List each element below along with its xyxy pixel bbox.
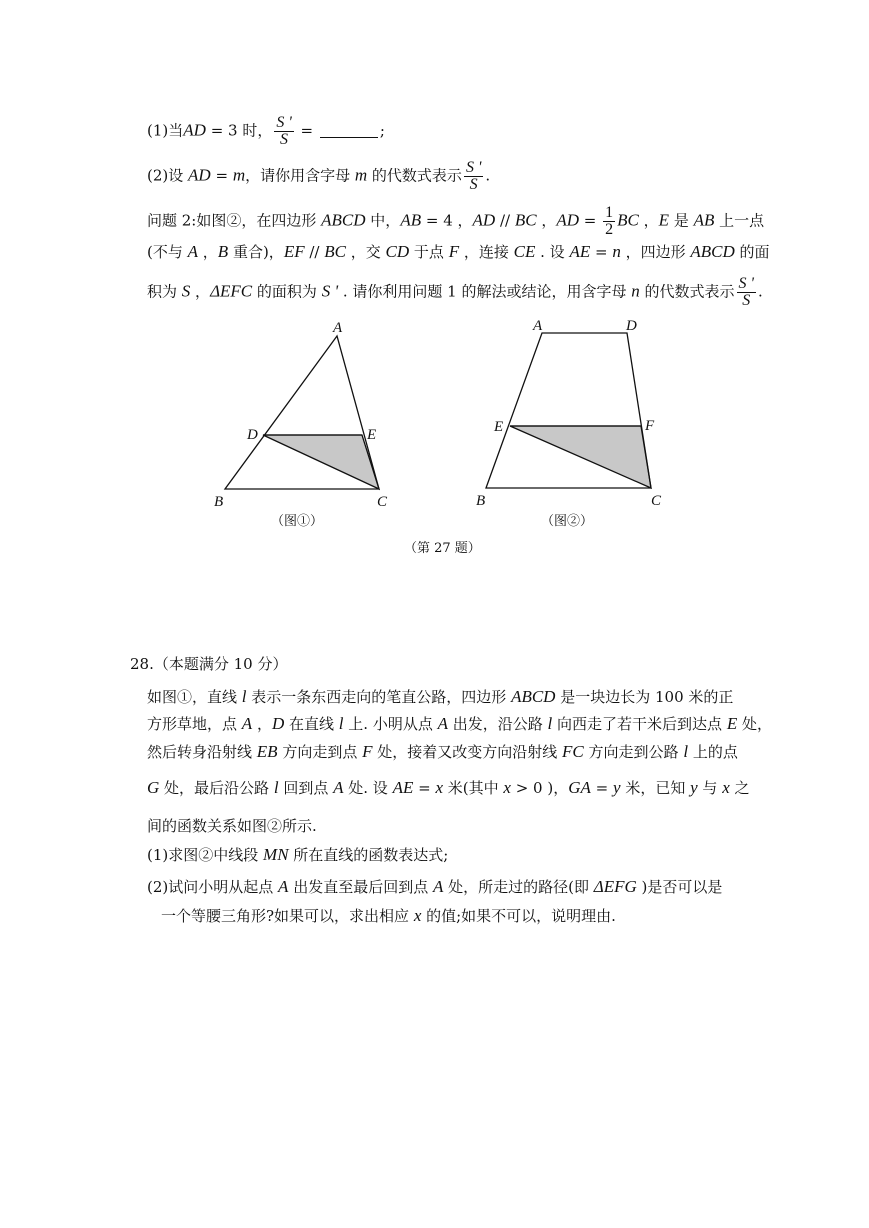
text: =: [590, 243, 613, 261]
var: A: [432, 877, 444, 896]
text: 上的点: [688, 743, 738, 761]
var: ABCD: [690, 242, 735, 261]
label-c: C: [651, 493, 662, 509]
var: ΔEFC: [210, 281, 253, 301]
text: (2)设: [147, 166, 189, 185]
var: A: [437, 714, 448, 733]
var: F: [362, 742, 373, 761]
q27-problem2-line1: [147, 205, 764, 238]
var: CE: [513, 242, 536, 261]
text: 处. 设: [343, 779, 393, 797]
text: ，: [190, 282, 211, 301]
q28-line5: 间的函数关系如图②所示.: [147, 817, 317, 835]
q28-line1: [147, 687, 733, 707]
var: FC: [562, 742, 584, 761]
text: =: [210, 166, 233, 185]
text: 向西走了若干米后到达点: [552, 715, 727, 733]
figure-1-triangle: [205, 318, 405, 518]
q28-sub2-cont: [161, 906, 616, 926]
label-a: A: [533, 318, 543, 334]
label-b: B: [476, 493, 486, 509]
figure-2-caption: （图②）: [541, 514, 594, 529]
fraction: [274, 115, 293, 148]
text: ，: [536, 211, 557, 230]
var: AB: [400, 210, 422, 230]
var: CD: [385, 242, 410, 261]
text: ，四边形: [620, 243, 691, 261]
label-e: E: [494, 419, 504, 435]
var: E: [726, 714, 738, 733]
text: 中，: [365, 211, 401, 230]
text: 是: [669, 211, 694, 230]
var: BC: [617, 210, 639, 230]
text: 于点: [409, 243, 449, 261]
numerator: S ': [465, 159, 482, 176]
text: 如图①，直线: [147, 688, 242, 706]
var: F: [448, 242, 460, 261]
var: MN: [263, 845, 289, 864]
text: 上一点: [714, 211, 765, 230]
var: n: [631, 281, 640, 301]
denominator: S: [742, 292, 751, 309]
text: 与: [697, 779, 723, 797]
answer-blank[interactable]: [320, 123, 378, 138]
text: = 4 ，: [421, 211, 473, 230]
text: 上. 小明从点: [343, 715, 438, 733]
var: S: [181, 281, 191, 301]
var: GA: [568, 778, 591, 797]
var: l: [683, 742, 689, 761]
var: ΔEFG: [593, 877, 637, 896]
text: .: [485, 166, 491, 185]
figure-1-caption: （图①）: [271, 514, 324, 529]
q28-heading: 28.（本题满分 10 分）: [130, 655, 288, 673]
var: B: [217, 242, 229, 261]
denominator: 2: [605, 221, 614, 238]
numerator: S ': [738, 275, 754, 292]
var: l: [338, 714, 344, 733]
var: S ': [321, 281, 339, 301]
text: 在直线: [284, 715, 339, 733]
text: //: [304, 243, 325, 261]
q28-sub1: [147, 845, 448, 865]
text: 处，: [737, 715, 772, 733]
text: 之: [729, 779, 750, 797]
var: AD: [472, 210, 496, 230]
text: > 0 )，: [510, 779, 569, 797]
var: AB: [693, 210, 715, 230]
text: 问题 2:如图②，在四边形: [147, 211, 322, 230]
text: 表示一条东西走向的笔直公路，四边形: [246, 688, 512, 706]
text: 的面积为: [252, 282, 322, 301]
text: 一个等腰三角形?如果可以，求出相应: [161, 907, 414, 925]
var: y: [613, 778, 621, 797]
label-d: D: [247, 427, 258, 443]
text: 处，所走过的路径(即: [443, 878, 594, 896]
var: E: [658, 210, 670, 230]
var: BC: [324, 242, 346, 261]
var: x: [722, 778, 730, 797]
var: D: [271, 714, 285, 733]
q27-part1: [147, 115, 385, 148]
var: EF: [283, 242, 305, 261]
label-f: F: [645, 418, 655, 434]
text: 的代数式表示: [367, 166, 462, 185]
text: ，连接: [459, 243, 514, 261]
text: 米，已知: [620, 779, 691, 797]
text: 处，最后沿公路: [159, 779, 274, 797]
label-c: C: [377, 494, 388, 510]
text: (1)当: [147, 121, 184, 140]
var: ABCD: [511, 687, 556, 706]
numerator: 1: [605, 204, 614, 221]
text: =: [579, 211, 602, 230]
denominator: S: [280, 131, 289, 148]
text: 是一块边长为 100 米的正: [555, 688, 734, 706]
text: 的面: [734, 243, 770, 261]
label-e: E: [367, 427, 377, 443]
var: x: [435, 778, 444, 797]
text: 处，接着又改变方向沿射线: [372, 743, 563, 761]
denominator: S: [469, 176, 478, 193]
var: AD: [188, 165, 211, 185]
text: ，: [198, 243, 218, 261]
var: x: [503, 778, 511, 797]
text: ;: [379, 121, 385, 140]
var: m: [354, 165, 368, 185]
fraction: [737, 276, 756, 309]
text: . 设: [535, 243, 570, 261]
text: ，: [252, 715, 272, 733]
text: ，交: [345, 243, 386, 261]
var: x: [413, 906, 422, 925]
q28-sub2: [147, 877, 722, 897]
text: 重合)，: [228, 243, 284, 261]
text: .: [757, 282, 763, 301]
text: 回到点: [278, 779, 334, 797]
var: G: [147, 778, 160, 797]
q28-line4: [147, 778, 750, 798]
var: A: [241, 714, 253, 733]
var: AE: [569, 242, 591, 261]
var: m: [232, 165, 246, 185]
fraction-half: [603, 205, 615, 238]
text: . 请你利用问题 1 的解法或结论，用含字母: [338, 282, 632, 301]
text: 出发，沿公路: [447, 715, 548, 733]
label-b: B: [214, 494, 224, 510]
var: y: [690, 778, 698, 797]
label-a: A: [333, 320, 343, 336]
var: BC: [514, 210, 537, 230]
q27-part2: [147, 160, 490, 193]
numerator: S ': [276, 114, 292, 131]
text: (2)试问小明从起点: [147, 878, 279, 896]
question-27-caption: （第 27 题）: [404, 541, 481, 556]
text: = 3 时，: [205, 121, 273, 140]
text: 方向走到点: [277, 743, 363, 761]
var: l: [547, 714, 553, 733]
text: ，请你用含字母: [245, 166, 355, 185]
var: ABCD: [321, 210, 366, 230]
q27-problem2-line2: [147, 242, 770, 262]
q28-line2: [147, 714, 772, 734]
text: //: [495, 211, 515, 230]
text: 的代数式表示: [639, 282, 735, 301]
figure-2-trapezoid: [470, 313, 680, 513]
text: (1)求图②中线段: [147, 846, 264, 864]
var: l: [273, 778, 279, 797]
text: =: [295, 121, 318, 140]
text: ，: [638, 211, 659, 230]
shaded-triangle-dec: [263, 435, 379, 489]
text: 方形草地，点: [147, 715, 242, 733]
var: EB: [256, 742, 278, 761]
text: (不与: [147, 243, 188, 261]
var: A: [187, 242, 199, 261]
text: 积为: [147, 282, 182, 301]
text: 出发直至最后回到点: [288, 878, 433, 896]
text: 所在直线的函数表达式;: [288, 846, 449, 864]
text: 米(其中: [443, 779, 504, 797]
text: =: [590, 779, 614, 797]
text: =: [413, 779, 436, 797]
var: AE: [392, 778, 414, 797]
text: 方向走到公路: [583, 743, 684, 761]
var: AD: [556, 210, 580, 230]
label-d: D: [626, 318, 637, 334]
text: )是否可以是: [636, 878, 723, 896]
var: n: [612, 242, 621, 261]
fraction: [464, 160, 483, 193]
text: 的值;如果不可以，说明理由.: [421, 907, 616, 925]
var: l: [241, 687, 247, 706]
text: 然后转身沿射线: [147, 743, 257, 761]
q28-line3: [147, 742, 738, 762]
q27-problem2-line3: [147, 276, 763, 309]
var: A: [278, 877, 289, 896]
shaded-triangle-efc: [510, 426, 651, 488]
var: AD: [183, 120, 206, 140]
var: A: [333, 778, 344, 797]
